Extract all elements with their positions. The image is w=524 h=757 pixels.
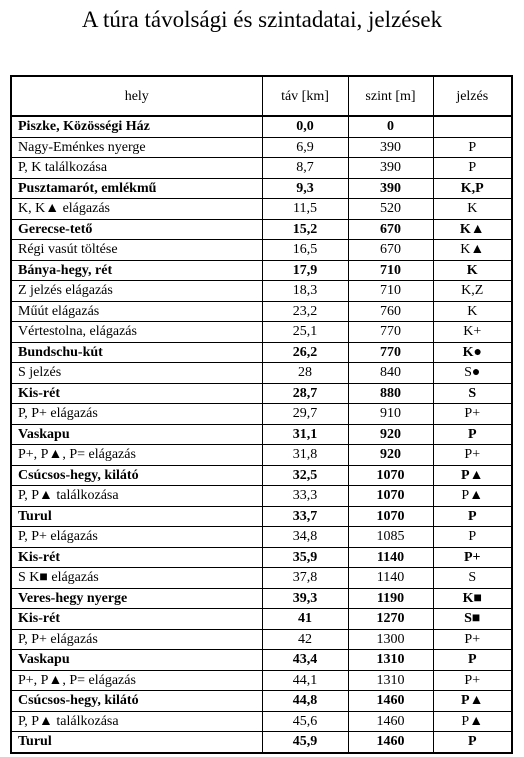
cell-szint: 520 bbox=[348, 199, 433, 220]
cell-jelzes: P+ bbox=[433, 445, 512, 466]
cell-jelzes: P+ bbox=[433, 670, 512, 691]
cell-hely: K, K▲ elágazás bbox=[11, 199, 262, 220]
cell-szint: 390 bbox=[348, 158, 433, 179]
cell-tav: 11,5 bbox=[262, 199, 348, 220]
cell-jelzes: P bbox=[433, 527, 512, 548]
cell-hely: P, K találkozása bbox=[11, 158, 262, 179]
cell-szint: 710 bbox=[348, 260, 433, 281]
table-row bbox=[11, 219, 512, 240]
cell-hely: Nagy-Eménkes nyerge bbox=[11, 137, 262, 158]
cell-hely: S K■ elágazás bbox=[11, 568, 262, 589]
cell-jelzes: P▲ bbox=[433, 691, 512, 712]
cell-jelzes: P bbox=[433, 506, 512, 527]
table-row bbox=[11, 424, 512, 445]
table-row bbox=[11, 650, 512, 671]
cell-tav: 28 bbox=[262, 363, 348, 384]
cell-tav: 45,6 bbox=[262, 711, 348, 732]
table-row bbox=[11, 158, 512, 179]
cell-tav: 44,8 bbox=[262, 691, 348, 712]
cell-tav: 18,3 bbox=[262, 281, 348, 302]
table-row bbox=[11, 629, 512, 650]
table-row bbox=[11, 568, 512, 589]
cell-jelzes: S bbox=[433, 568, 512, 589]
cell-tav: 31,1 bbox=[262, 424, 348, 445]
cell-jelzes: P▲ bbox=[433, 711, 512, 732]
cell-tav: 35,9 bbox=[262, 547, 348, 568]
cell-hely: Turul bbox=[11, 732, 262, 753]
table-row bbox=[11, 609, 512, 630]
cell-tav: 6,9 bbox=[262, 137, 348, 158]
cell-hely: Piszke, Közösségi Ház bbox=[11, 116, 262, 137]
cell-tav: 33,7 bbox=[262, 506, 348, 527]
cell-hely: P+, P▲, P= elágazás bbox=[11, 670, 262, 691]
column-header-hely: hely bbox=[11, 76, 262, 116]
page-title: A túra távolsági és szintadatai, jelzések bbox=[81, 7, 443, 32]
cell-tav: 28,7 bbox=[262, 383, 348, 404]
cell-szint: 390 bbox=[348, 137, 433, 158]
table-row bbox=[11, 404, 512, 425]
cell-jelzes: P+ bbox=[433, 547, 512, 568]
cell-hely: Kis-rét bbox=[11, 383, 262, 404]
cell-szint: 1460 bbox=[348, 691, 433, 712]
cell-hely: Vaskapu bbox=[11, 650, 262, 671]
cell-jelzes: P+ bbox=[433, 629, 512, 650]
cell-jelzes: K bbox=[433, 199, 512, 220]
table-row bbox=[11, 465, 512, 486]
cell-tav: 31,8 bbox=[262, 445, 348, 466]
table-row bbox=[11, 116, 512, 137]
cell-jelzes: K,P bbox=[433, 178, 512, 199]
cell-jelzes: P bbox=[433, 732, 512, 753]
cell-szint: 1310 bbox=[348, 650, 433, 671]
table-row bbox=[11, 240, 512, 261]
cell-tav: 37,8 bbox=[262, 568, 348, 589]
cell-hely: P, P▲ találkozása bbox=[11, 711, 262, 732]
cell-hely: P, P+ elágazás bbox=[11, 629, 262, 650]
column-header-tav: táv [km] bbox=[262, 76, 348, 116]
cell-hely: Csúcsos-hegy, kilátó bbox=[11, 691, 262, 712]
cell-szint: 1070 bbox=[348, 486, 433, 507]
cell-szint: 760 bbox=[348, 301, 433, 322]
cell-tav: 15,2 bbox=[262, 219, 348, 240]
table-row bbox=[11, 322, 512, 343]
table-row bbox=[11, 506, 512, 527]
cell-tav: 39,3 bbox=[262, 588, 348, 609]
cell-jelzes: P▲ bbox=[433, 486, 512, 507]
table-row bbox=[11, 363, 512, 384]
cell-tav: 43,4 bbox=[262, 650, 348, 671]
cell-hely: P+, P▲, P= elágazás bbox=[11, 445, 262, 466]
cell-tav: 26,2 bbox=[262, 342, 348, 363]
cell-hely: Műút elágazás bbox=[11, 301, 262, 322]
cell-szint: 710 bbox=[348, 281, 433, 302]
table-row bbox=[11, 711, 512, 732]
cell-hely: Veres-hegy nyerge bbox=[11, 588, 262, 609]
cell-szint: 1070 bbox=[348, 506, 433, 527]
cell-tav: 25,1 bbox=[262, 322, 348, 343]
cell-jelzes: K bbox=[433, 301, 512, 322]
cell-tav: 33,3 bbox=[262, 486, 348, 507]
table-row bbox=[11, 199, 512, 220]
cell-tav: 16,5 bbox=[262, 240, 348, 261]
cell-tav: 32,5 bbox=[262, 465, 348, 486]
cell-szint: 0 bbox=[348, 116, 433, 137]
cell-szint: 1310 bbox=[348, 670, 433, 691]
cell-hely: Gerecse-tető bbox=[11, 219, 262, 240]
table-row bbox=[11, 260, 512, 281]
cell-jelzes: P▲ bbox=[433, 465, 512, 486]
table-header-row bbox=[11, 76, 512, 116]
cell-szint: 1300 bbox=[348, 629, 433, 650]
cell-hely: Csúcsos-hegy, kilátó bbox=[11, 465, 262, 486]
cell-hely: Régi vasút töltése bbox=[11, 240, 262, 261]
cell-hely: P, P+ elágazás bbox=[11, 527, 262, 548]
table-row bbox=[11, 588, 512, 609]
cell-tav: 44,1 bbox=[262, 670, 348, 691]
cell-hely: Turul bbox=[11, 506, 262, 527]
cell-hely: P, P▲ találkozása bbox=[11, 486, 262, 507]
cell-jelzes: K● bbox=[433, 342, 512, 363]
cell-hely: Bánya-hegy, rét bbox=[11, 260, 262, 281]
route-data-table bbox=[10, 75, 513, 754]
table-row bbox=[11, 301, 512, 322]
cell-hely: Bundschu-kút bbox=[11, 342, 262, 363]
cell-jelzes: P bbox=[433, 158, 512, 179]
cell-hely: Vaskapu bbox=[11, 424, 262, 445]
cell-jelzes: K bbox=[433, 260, 512, 281]
cell-szint: 1270 bbox=[348, 609, 433, 630]
cell-szint: 1085 bbox=[348, 527, 433, 548]
cell-szint: 1140 bbox=[348, 568, 433, 589]
cell-hely: Pusztamarót, emlékmű bbox=[11, 178, 262, 199]
table-row bbox=[11, 732, 512, 753]
cell-jelzes: K+ bbox=[433, 322, 512, 343]
cell-jelzes bbox=[433, 116, 512, 137]
cell-tav: 9,3 bbox=[262, 178, 348, 199]
cell-szint: 910 bbox=[348, 404, 433, 425]
cell-szint: 1070 bbox=[348, 465, 433, 486]
table-row bbox=[11, 670, 512, 691]
column-header-szint: szint [m] bbox=[348, 76, 433, 116]
cell-jelzes: K■ bbox=[433, 588, 512, 609]
cell-szint: 1460 bbox=[348, 711, 433, 732]
cell-tav: 34,8 bbox=[262, 527, 348, 548]
table-row bbox=[11, 691, 512, 712]
cell-tav: 17,9 bbox=[262, 260, 348, 281]
table-row bbox=[11, 281, 512, 302]
column-header-jelzes: jelzés bbox=[433, 76, 512, 116]
table-row bbox=[11, 342, 512, 363]
cell-hely: S jelzés bbox=[11, 363, 262, 384]
cell-jelzes: S bbox=[433, 383, 512, 404]
cell-jelzes: P bbox=[433, 137, 512, 158]
cell-szint: 920 bbox=[348, 445, 433, 466]
table-row bbox=[11, 527, 512, 548]
cell-hely: Z jelzés elágazás bbox=[11, 281, 262, 302]
cell-jelzes: K,Z bbox=[433, 281, 512, 302]
table-row bbox=[11, 486, 512, 507]
cell-szint: 390 bbox=[348, 178, 433, 199]
table-row bbox=[11, 137, 512, 158]
cell-tav: 45,9 bbox=[262, 732, 348, 753]
cell-szint: 670 bbox=[348, 219, 433, 240]
cell-szint: 880 bbox=[348, 383, 433, 404]
cell-tav: 42 bbox=[262, 629, 348, 650]
cell-szint: 770 bbox=[348, 342, 433, 363]
cell-jelzes: S■ bbox=[433, 609, 512, 630]
cell-hely: P, P+ elágazás bbox=[11, 404, 262, 425]
cell-jelzes: K▲ bbox=[433, 219, 512, 240]
cell-jelzes: P+ bbox=[433, 404, 512, 425]
cell-tav: 23,2 bbox=[262, 301, 348, 322]
cell-jelzes: P bbox=[433, 424, 512, 445]
table-row bbox=[11, 383, 512, 404]
cell-szint: 1140 bbox=[348, 547, 433, 568]
cell-tav: 8,7 bbox=[262, 158, 348, 179]
cell-hely: Kis-rét bbox=[11, 609, 262, 630]
cell-szint: 670 bbox=[348, 240, 433, 261]
table-row bbox=[11, 178, 512, 199]
cell-tav: 29,7 bbox=[262, 404, 348, 425]
cell-szint: 1190 bbox=[348, 588, 433, 609]
cell-jelzes: S● bbox=[433, 363, 512, 384]
cell-tav: 41 bbox=[262, 609, 348, 630]
cell-hely: Vértestolna, elágazás bbox=[11, 322, 262, 343]
table-row bbox=[11, 547, 512, 568]
table-row bbox=[11, 445, 512, 466]
cell-szint: 840 bbox=[348, 363, 433, 384]
cell-hely: Kis-rét bbox=[11, 547, 262, 568]
cell-szint: 1460 bbox=[348, 732, 433, 753]
cell-tav: 0,0 bbox=[262, 116, 348, 137]
cell-jelzes: K▲ bbox=[433, 240, 512, 261]
cell-szint: 920 bbox=[348, 424, 433, 445]
cell-jelzes: P bbox=[433, 650, 512, 671]
cell-szint: 770 bbox=[348, 322, 433, 343]
